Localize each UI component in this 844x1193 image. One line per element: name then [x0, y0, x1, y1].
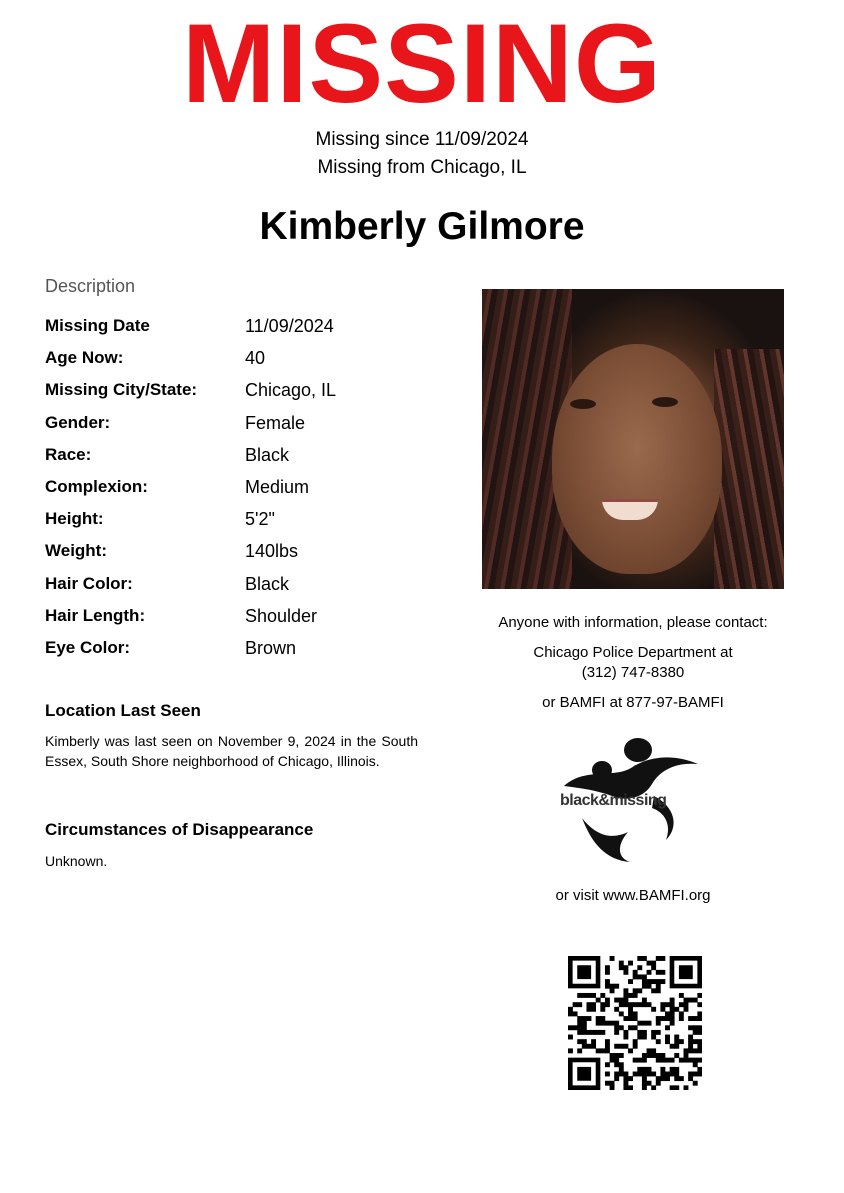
fact-value: Shoulder [245, 605, 318, 626]
fact-label: Missing Date [45, 316, 150, 335]
fact-row [45, 539, 425, 571]
missing-from: Missing from Chicago, IL [317, 157, 527, 178]
photo-eye-left [570, 399, 596, 409]
person-photo [482, 289, 784, 589]
fact-row [45, 411, 425, 443]
fact-value: 140lbs [245, 541, 299, 562]
fact-label: Hair Color: [45, 573, 133, 593]
logo-text: black&missing [560, 792, 667, 809]
contact-police: Chicago Police Department at [533, 644, 733, 661]
fact-row [45, 572, 425, 604]
facts-list [45, 314, 425, 668]
qr-code-icon [568, 956, 702, 1090]
contact-police-phone: (312) 747-8380 [581, 664, 685, 681]
fact-label: Height: [45, 509, 104, 529]
fact-value: Medium [245, 476, 310, 497]
fact-row [45, 378, 425, 410]
photo-hair-right [714, 349, 784, 589]
photo-face [552, 344, 722, 574]
circumstances-text: Unknown. [45, 853, 108, 869]
fact-value: 11/09/2024 [245, 316, 334, 336]
fact-label: Age Now: [45, 348, 124, 368]
fact-row [45, 604, 425, 636]
fact-row [45, 507, 425, 539]
contact-intro: Anyone with information, please contact: [498, 614, 768, 631]
fact-label: Eye Color: [45, 637, 131, 657]
black-and-missing-logo [556, 736, 700, 864]
fact-label: Hair Length: [45, 605, 146, 625]
fact-value: 40 [245, 348, 266, 369]
contact-visit: or visit www.BAMFI.org [555, 887, 711, 904]
location-text: Kimberly was last seen on November 9, 2024 in the South Essex, South Shore neighborhood of Chicago, Illinois. [45, 733, 418, 769]
fact-label: Weight: [45, 541, 108, 561]
fact-label: Missing City/State: [45, 380, 198, 400]
fact-row [45, 346, 425, 378]
fact-value: Brown [245, 637, 297, 658]
fact-value: Female [245, 412, 306, 433]
contact-bamfi: or BAMFI at 877-97-BAMFI [542, 694, 724, 711]
fact-row [45, 636, 425, 668]
missing-since: Missing since 11/09/2024 [315, 129, 529, 150]
fact-label: Race: [45, 444, 92, 464]
fact-row [45, 443, 425, 475]
fact-label: Complexion: [45, 476, 148, 496]
headline: MISSING [182, 1, 662, 126]
fact-label: Gender: [45, 412, 111, 432]
location-title: Location Last Seen [45, 701, 201, 720]
circumstances-title: Circumstances of Disappearance [45, 820, 314, 839]
fact-row [45, 314, 425, 346]
fact-value: 5'2" [245, 509, 275, 530]
fact-value: Black [245, 573, 290, 594]
fact-value: Chicago, IL [245, 380, 337, 401]
description-heading: Description [45, 276, 136, 296]
person-name: Kimberly Gilmore [259, 205, 585, 248]
photo-eye-right [652, 397, 678, 407]
fact-value: Black [245, 444, 290, 465]
fact-row [45, 475, 425, 507]
